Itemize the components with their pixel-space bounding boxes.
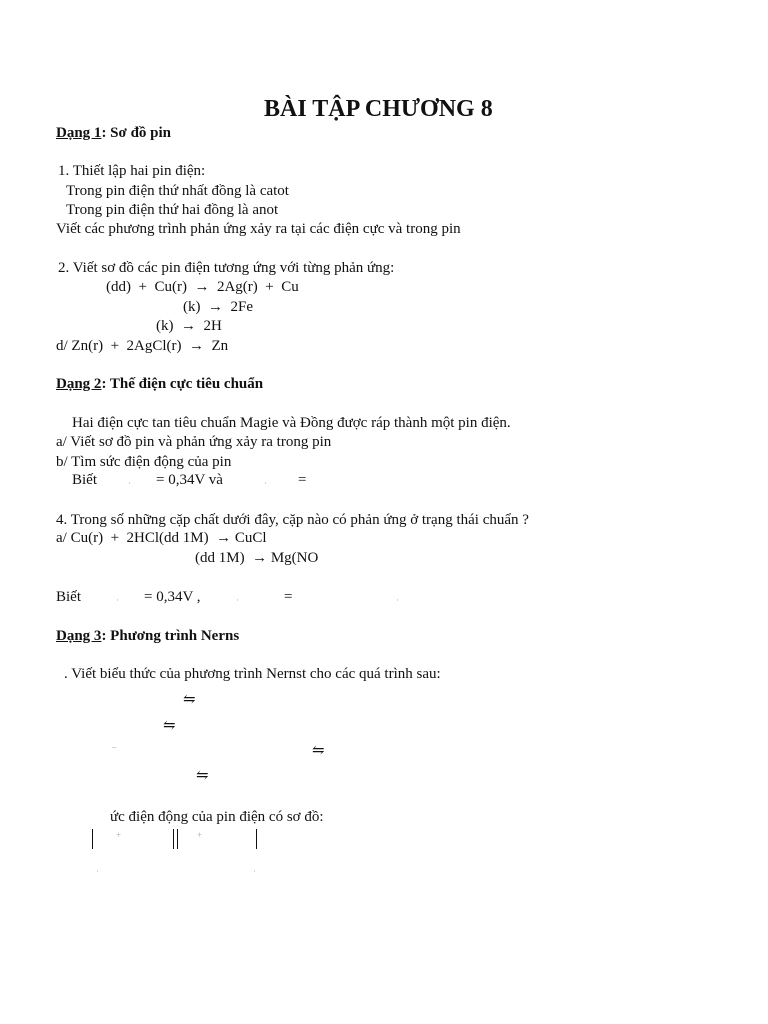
section2-heading: [56, 375, 263, 393]
equilibrium-arrow: ⇋: [163, 718, 176, 734]
s3-paragraph: . Viết biểu thức của phương trình Nernst cho các quá trình sau:: [64, 666, 441, 682]
s2-given-value: = 0,34V và: [156, 472, 223, 488]
faint-dot: ·: [396, 595, 399, 605]
q2-line2: (dd) + Cu(r) → 2Ag(r) + Cu: [106, 279, 299, 295]
s2-given-equals: =: [298, 472, 307, 488]
section2-name: : Thế điện cực tiêu chuẩn: [101, 376, 264, 392]
minus-mark: –: [112, 742, 117, 752]
s2-paragraph: Hai điện cực tan tiêu chuẩn Magie và Đồng được ráp thành một pin điện.: [72, 415, 511, 431]
equilibrium-arrow: ⇋: [312, 743, 325, 759]
faint-dot: ·: [253, 866, 256, 876]
faint-dot: ·: [236, 595, 239, 605]
q2-line1: 2. Viết sơ đồ các pin điện tương ứng với từng phản ứng:: [58, 260, 395, 276]
salt-bridge: [173, 829, 174, 849]
page-title: BÀI TẬP CHƯƠNG 8: [264, 96, 493, 122]
section1-name: : Sơ đồ pin: [101, 125, 172, 141]
section1-label: Dạng 1: [56, 125, 102, 141]
s2-item-a: a/ Viết sơ đồ pin và phản ứng xảy ra trong pin: [56, 434, 332, 450]
q4-line3: (dd 1M) → Mg(NO: [195, 550, 319, 566]
q2-line5: d/ Zn(r) + 2AgCl(r) → Zn: [56, 338, 229, 354]
plus-mark: +: [197, 830, 203, 840]
s2-given2-value: = 0,34V ,: [144, 589, 201, 605]
section3-label: Dạng 3: [56, 628, 102, 644]
faint-dot: ·: [128, 478, 131, 488]
s3-cell-text: ức điện động của pin điện có sơ đồ:: [110, 809, 324, 825]
cell-separator: [256, 829, 257, 849]
q4-line1: 4. Trong số những cặp chất dưới đây, cặp nào có phản ứng ở trạng thái chuẩn ?: [56, 512, 529, 528]
s2-given2-equals: =: [284, 589, 293, 605]
q1-line2: Trong pin điện thứ nhất đồng là catot: [66, 183, 289, 199]
s2-given-label: Biết: [72, 472, 97, 488]
faint-dot: ·: [96, 866, 99, 876]
salt-bridge: [177, 829, 178, 849]
equilibrium-arrow: ⇋: [196, 768, 209, 784]
section3-name: : Phương trình Nerns: [101, 628, 240, 644]
section2-label: Dạng 2: [56, 376, 102, 392]
equilibrium-arrow: ⇋: [183, 692, 196, 708]
faint-dot: ·: [116, 595, 119, 605]
cell-separator: [92, 829, 93, 849]
q1-line3: Trong pin điện thứ hai đồng là anot: [66, 202, 279, 218]
s2-given2-label: Biết: [56, 589, 81, 605]
q2-line3: (k) → 2Fe: [183, 299, 253, 315]
section1-heading: [56, 124, 171, 142]
q2-line4: (k) → 2H: [156, 318, 222, 334]
s2-item-b: b/ Tìm sức điện động của pin: [56, 454, 232, 470]
q1-line1: 1. Thiết lập hai pin điện:: [58, 163, 206, 179]
q1-line4: Viết các phương trình phản ứng xảy ra tại các điện cực và trong pin: [56, 221, 461, 237]
plus-mark: +: [116, 830, 122, 840]
q4-line2: a/ Cu(r) + 2HCl(dd 1M) → CuCl: [56, 530, 267, 546]
section3-heading: [56, 627, 239, 645]
faint-dot: ·: [264, 478, 267, 488]
